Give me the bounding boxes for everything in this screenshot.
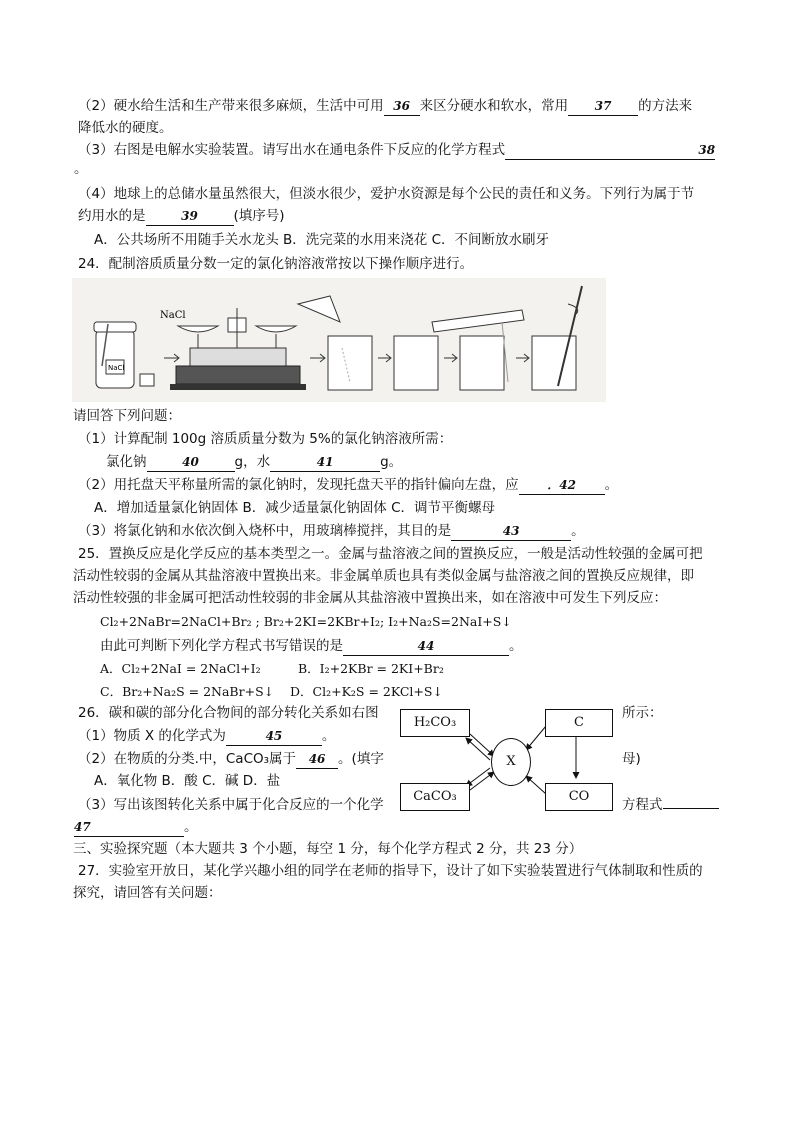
answer-blank-40[interactable]: 40 [147,453,235,472]
q26-stem-end: 所示： [622,705,663,721]
section-3-title: 三、实验探究题（本大题共 3 个小题，每空 1 分，每个化学方程式 2 分，共 23 分） [73,841,583,857]
q26-part2: （2）在物质的分类.中，CaCO₃属于 46 。(填字 [78,751,384,767]
q26-part3: （3）写出该图转化关系中属于化合反应的一个化学 [78,797,384,813]
answer-blank-47[interactable]: 47 [74,818,184,837]
q24-part1: （1）计算配制 100g 溶质质量分数为 5%的氯化钠溶液所需： [78,431,453,447]
q23-part2-line2: 降低水的硬度。 [78,120,173,136]
q25-option-d: D．Cl₂+K₂S = 2KCl+S↓ [290,684,443,699]
q24-part3: （3）将氯化钠和水依次倒入烧杯中，用玻璃棒搅拌，其目的是 43 。 [78,523,585,539]
answer-blank-42[interactable]: ．42 [519,476,605,495]
solution-prep-illustration [72,278,606,402]
answer-blank-44[interactable]: 44 [343,637,509,656]
q26-part2-end: 母) [622,751,641,767]
answer-blank-46[interactable]: 46 [296,750,338,769]
q25-question: 由此可判断下列化学方程式书写错误的是 44 。 [100,638,523,654]
q25-option-a: A．Cl₂+2NaI = 2NaCl+I₂ [100,661,261,676]
q25-equations: Cl₂+2NaBr=2NaCl+Br₂ ; Br₂+2KI=2KBr+I₂; I₂+Na₂S=2NaI+S↓ [100,614,512,629]
q27-line1: 27．实验室开放日，某化学兴趣小组的同学在老师的指导下，设计了如下实验装置进行气体制取和性质的 [78,863,703,879]
nacl-label: NaCl [160,310,186,321]
q24-part2-options: A．增加适量氯化钠固体 B．减少适量氯化钠固体 C．调节平衡螺母 [94,500,496,516]
q23-part3-end: 。 [74,161,88,177]
q24-part2: （2）用托盘天平称量所需的氯化钠时，发现托盘天平的指针偏向左盘，应 ．42 。 [78,477,619,493]
q25-line2: 活动性较弱的金属从其盐溶液中置换出来。非金属单质也具有类似金属与盐溶液之间的置换反应规律，即 [73,568,694,584]
answer-blank-41[interactable]: 41 [270,453,380,472]
q26-stem: 26．碳和碳的部分化合物间的部分转化关系如右图 [78,705,379,721]
answer-blank-38[interactable]: 38 [505,141,715,160]
answer-blank-47-start [663,808,719,809]
answer-blank-43[interactable]: 43 [451,522,571,541]
q25-option-c: C．Br₂+Na₂S = 2NaBr+S↓ [100,684,275,699]
q25-line1: 25．置换反应是化学反应的基本类型之一。金属与盐溶液之间的置换反应，一般是活动性较强的金属可把 [78,546,703,562]
arrow-caco3-to-x [470,772,494,790]
answer-blank-39[interactable]: 39 [146,207,234,226]
arrow-c-to-x [526,726,546,750]
q24-prompt: 请回答下列问题： [73,408,181,424]
q24-part1-answer-line: 氯化钠 40 g，水 41 g。 [106,454,403,470]
reagent-jar-icon [94,322,136,388]
q25-line3: 活动性较强的非金属可把活动性较弱的非金属从其盐溶液中置换出来，如在溶液中可发生下列反应： [73,590,667,606]
node-x: X [491,738,531,786]
q23-part3-line: （3）右图是电解水实验装置。请写出水在通电条件下反应的化学方程式 38 [78,142,716,158]
node-h2co3: H₂CO₃ [400,709,470,737]
q26-options: A．氧化物 B．酸 C．碱 D．盐 [94,773,281,789]
q23-part2-line1: （2）硬水给生活和生产带来很多麻烦，生活中可用 36 来区分硬水和软水，常用 37 的方法来 [78,98,693,114]
q26-part3-mid: 方程式 [622,796,719,814]
q26-part1: （1）物质 X 的化学式为 45 。 [78,728,336,744]
q25-option-b: B．I₂+2KBr = 2KI+Br₂ [298,661,444,676]
beaker-icon [394,336,438,390]
answer-blank-37[interactable]: 37 [568,97,638,116]
q27-line2: 探究，请回答有关问题： [73,885,222,901]
q23-options: A．公共场所不用随手关水龙头 B．洗完菜的水用来浇花 C．不间断放水刷牙 [94,232,550,248]
answer-blank-36[interactable]: 36 [384,97,420,116]
jar-label: NaCl [108,364,125,372]
q23-part4-line2: 约用水的是 39 (填序号) [78,208,285,224]
answer-blank-45[interactable]: 45 [226,727,322,746]
node-caco3: CaCO₃ [400,783,470,811]
q26-part3-line2: 47 。 [74,819,198,835]
node-co: CO [545,783,613,811]
q24-stem: 24．配制溶质质量分数一定的氯化钠溶液常按以下操作顺序进行。 [78,256,474,272]
arrow-co-to-x [526,776,546,794]
node-c: C [545,709,613,737]
q23-part4-line1: （4）地球上的总储水量虽然很大，但淡水很少，爱护水资源是每个公民的责任和义务。下列行为属于节 [78,186,695,202]
